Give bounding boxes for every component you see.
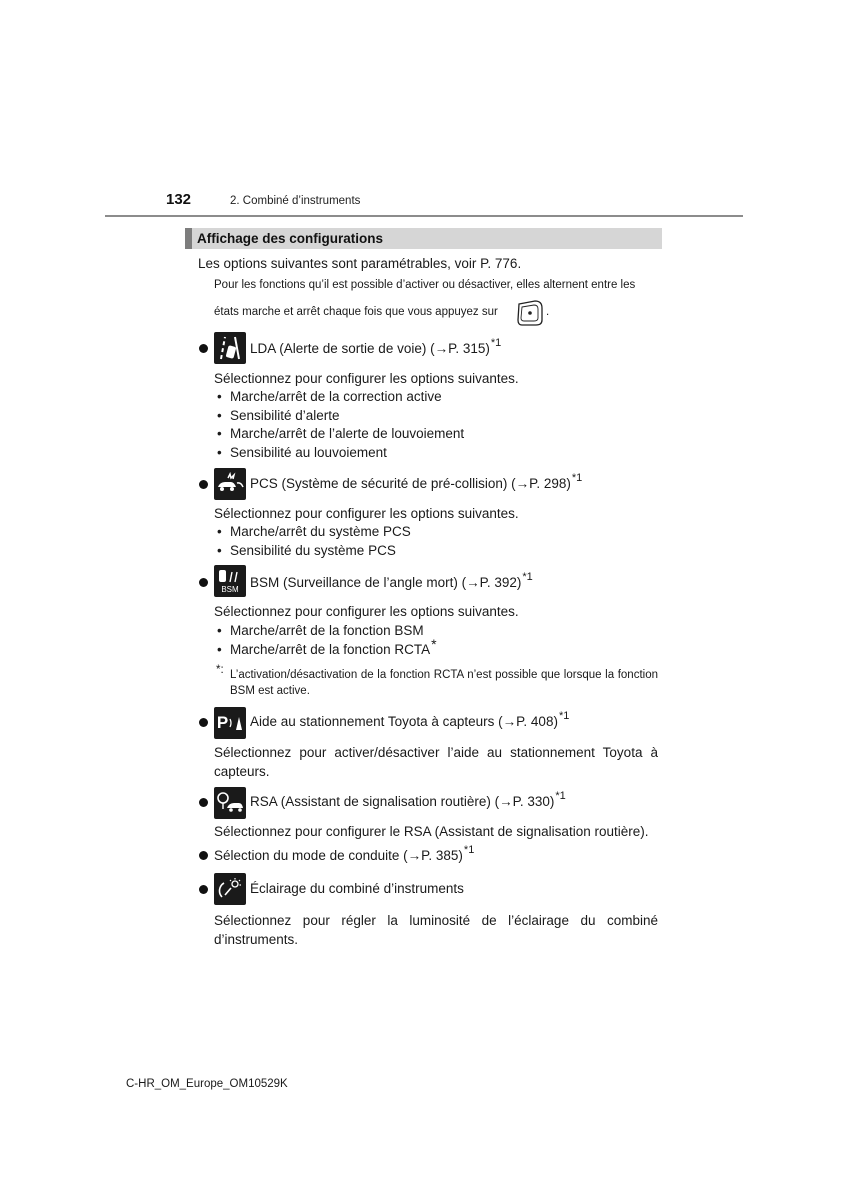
pcs-title — [250, 472, 583, 491]
bullet-dot — [199, 578, 208, 587]
note-end-period: . — [546, 306, 550, 318]
bsm-title — [250, 571, 533, 590]
footnote-marker: *1 — [555, 790, 566, 802]
blind-spot-icon — [214, 565, 246, 597]
bullet-dot — [199, 885, 208, 894]
footnote-marker: *1 — [571, 472, 583, 484]
list-item: • Marche/arrêt de la fonction RCTA* — [217, 636, 437, 657]
list-item: • Sensibilité au louvoiement — [217, 445, 387, 460]
footnote-marker: *1 — [463, 844, 475, 856]
parking-icon-letter: P — [216, 713, 229, 732]
footnote-marker: *1 — [490, 337, 502, 349]
bullet-dot — [199, 344, 208, 353]
header-divider — [105, 215, 743, 217]
lda-description: Sélectionnez pour configurer les options suivantes. — [214, 371, 519, 386]
footnote-marker: *1 — [522, 571, 533, 583]
list-item: • Marche/arrêt du système PCS — [217, 524, 411, 539]
meter-illumination-icon — [214, 873, 246, 905]
bullet-dot — [199, 851, 208, 860]
rsa-title — [250, 790, 566, 809]
parking-title — [250, 710, 570, 729]
footnote-star: * — [431, 636, 437, 652]
list-item: • Marche/arrêt de la fonction BSM — [217, 623, 424, 638]
footnote-star-mark: *: — [216, 664, 224, 676]
road-sign-assist-icon — [214, 787, 246, 819]
parking-description: Sélectionnez pour activer/désactiver l’aide au stationnement Toyota à capteurs. — [214, 745, 658, 779]
bullet-dot — [199, 480, 208, 489]
bullet-dot — [199, 798, 208, 807]
footnote-text: L’activation/désactivation de la fonction RCTA n’est possible que lorsque la fonction BSM est active. — [230, 669, 658, 697]
section-header-bar — [185, 228, 662, 249]
lane-departure-icon — [214, 332, 246, 364]
list-item: • Marche/arrêt de l’alerte de louvoiement — [217, 426, 465, 441]
chapter-title: 2. Combiné d’instruments — [230, 195, 361, 207]
bullet-dot — [199, 718, 208, 727]
list-item: • Marche/arrêt de la correction active — [217, 389, 442, 404]
drive-mode-title-text: Sélection du mode de conduite (→P. 385) — [214, 848, 463, 863]
section-title: Affichage des configurations — [197, 231, 384, 246]
footnote-marker: *1 — [558, 710, 570, 722]
bsm-icon-label: BSM — [221, 585, 239, 594]
illumination-description: Sélectionnez pour régler la luminosité de l’éclairage du combiné d’instruments. — [214, 913, 658, 947]
rsa-title-text: RSA (Assistant de signalisation routière) (→P. 330) — [250, 794, 555, 809]
pcs-title-text: PCS (Système de sécurité de pré-collision) (→P. 298) — [250, 476, 571, 491]
meter-switch-icon — [515, 298, 545, 328]
list-item: • Sensibilité d’alerte — [217, 408, 340, 423]
parking-sensor-icon — [214, 707, 246, 739]
lda-title — [250, 337, 502, 356]
lda-title-text: LDA (Alerte de sortie de voie) (→P. 315) — [250, 341, 490, 356]
page-number: 132 — [166, 191, 192, 208]
drive-mode-title — [214, 844, 475, 863]
list-item: • Sensibilité du système PCS — [217, 543, 396, 558]
bsm-description: Sélectionnez pour configurer les options suivantes. — [214, 604, 519, 619]
parking-title-text: Aide au stationnement Toyota à capteurs (→P. 408) — [250, 714, 558, 729]
rsa-description: Sélectionnez pour configurer le RSA (Assistant de signalisation routière). — [214, 824, 649, 839]
note-text-line2: états marche et arrêt chaque fois que vous appuyez sur — [214, 306, 498, 318]
pcs-description: Sélectionnez pour configurer les options suivantes. — [214, 506, 519, 521]
document-code: C-HR_OM_Europe_OM10529K — [126, 1078, 288, 1090]
pre-collision-icon — [214, 468, 246, 500]
intro-text: Les options suivantes sont paramétrables, voir P. 776. — [198, 256, 522, 271]
bsm-title-text: BSM (Surveillance de l’angle mort) (→P. 392) — [250, 575, 522, 590]
illumination-title: Éclairage du combiné d’instruments — [250, 881, 464, 896]
note-text-line1: Pour les fonctions qu’il est possible d’activer ou désactiver, elles alternent entre les — [214, 279, 636, 291]
